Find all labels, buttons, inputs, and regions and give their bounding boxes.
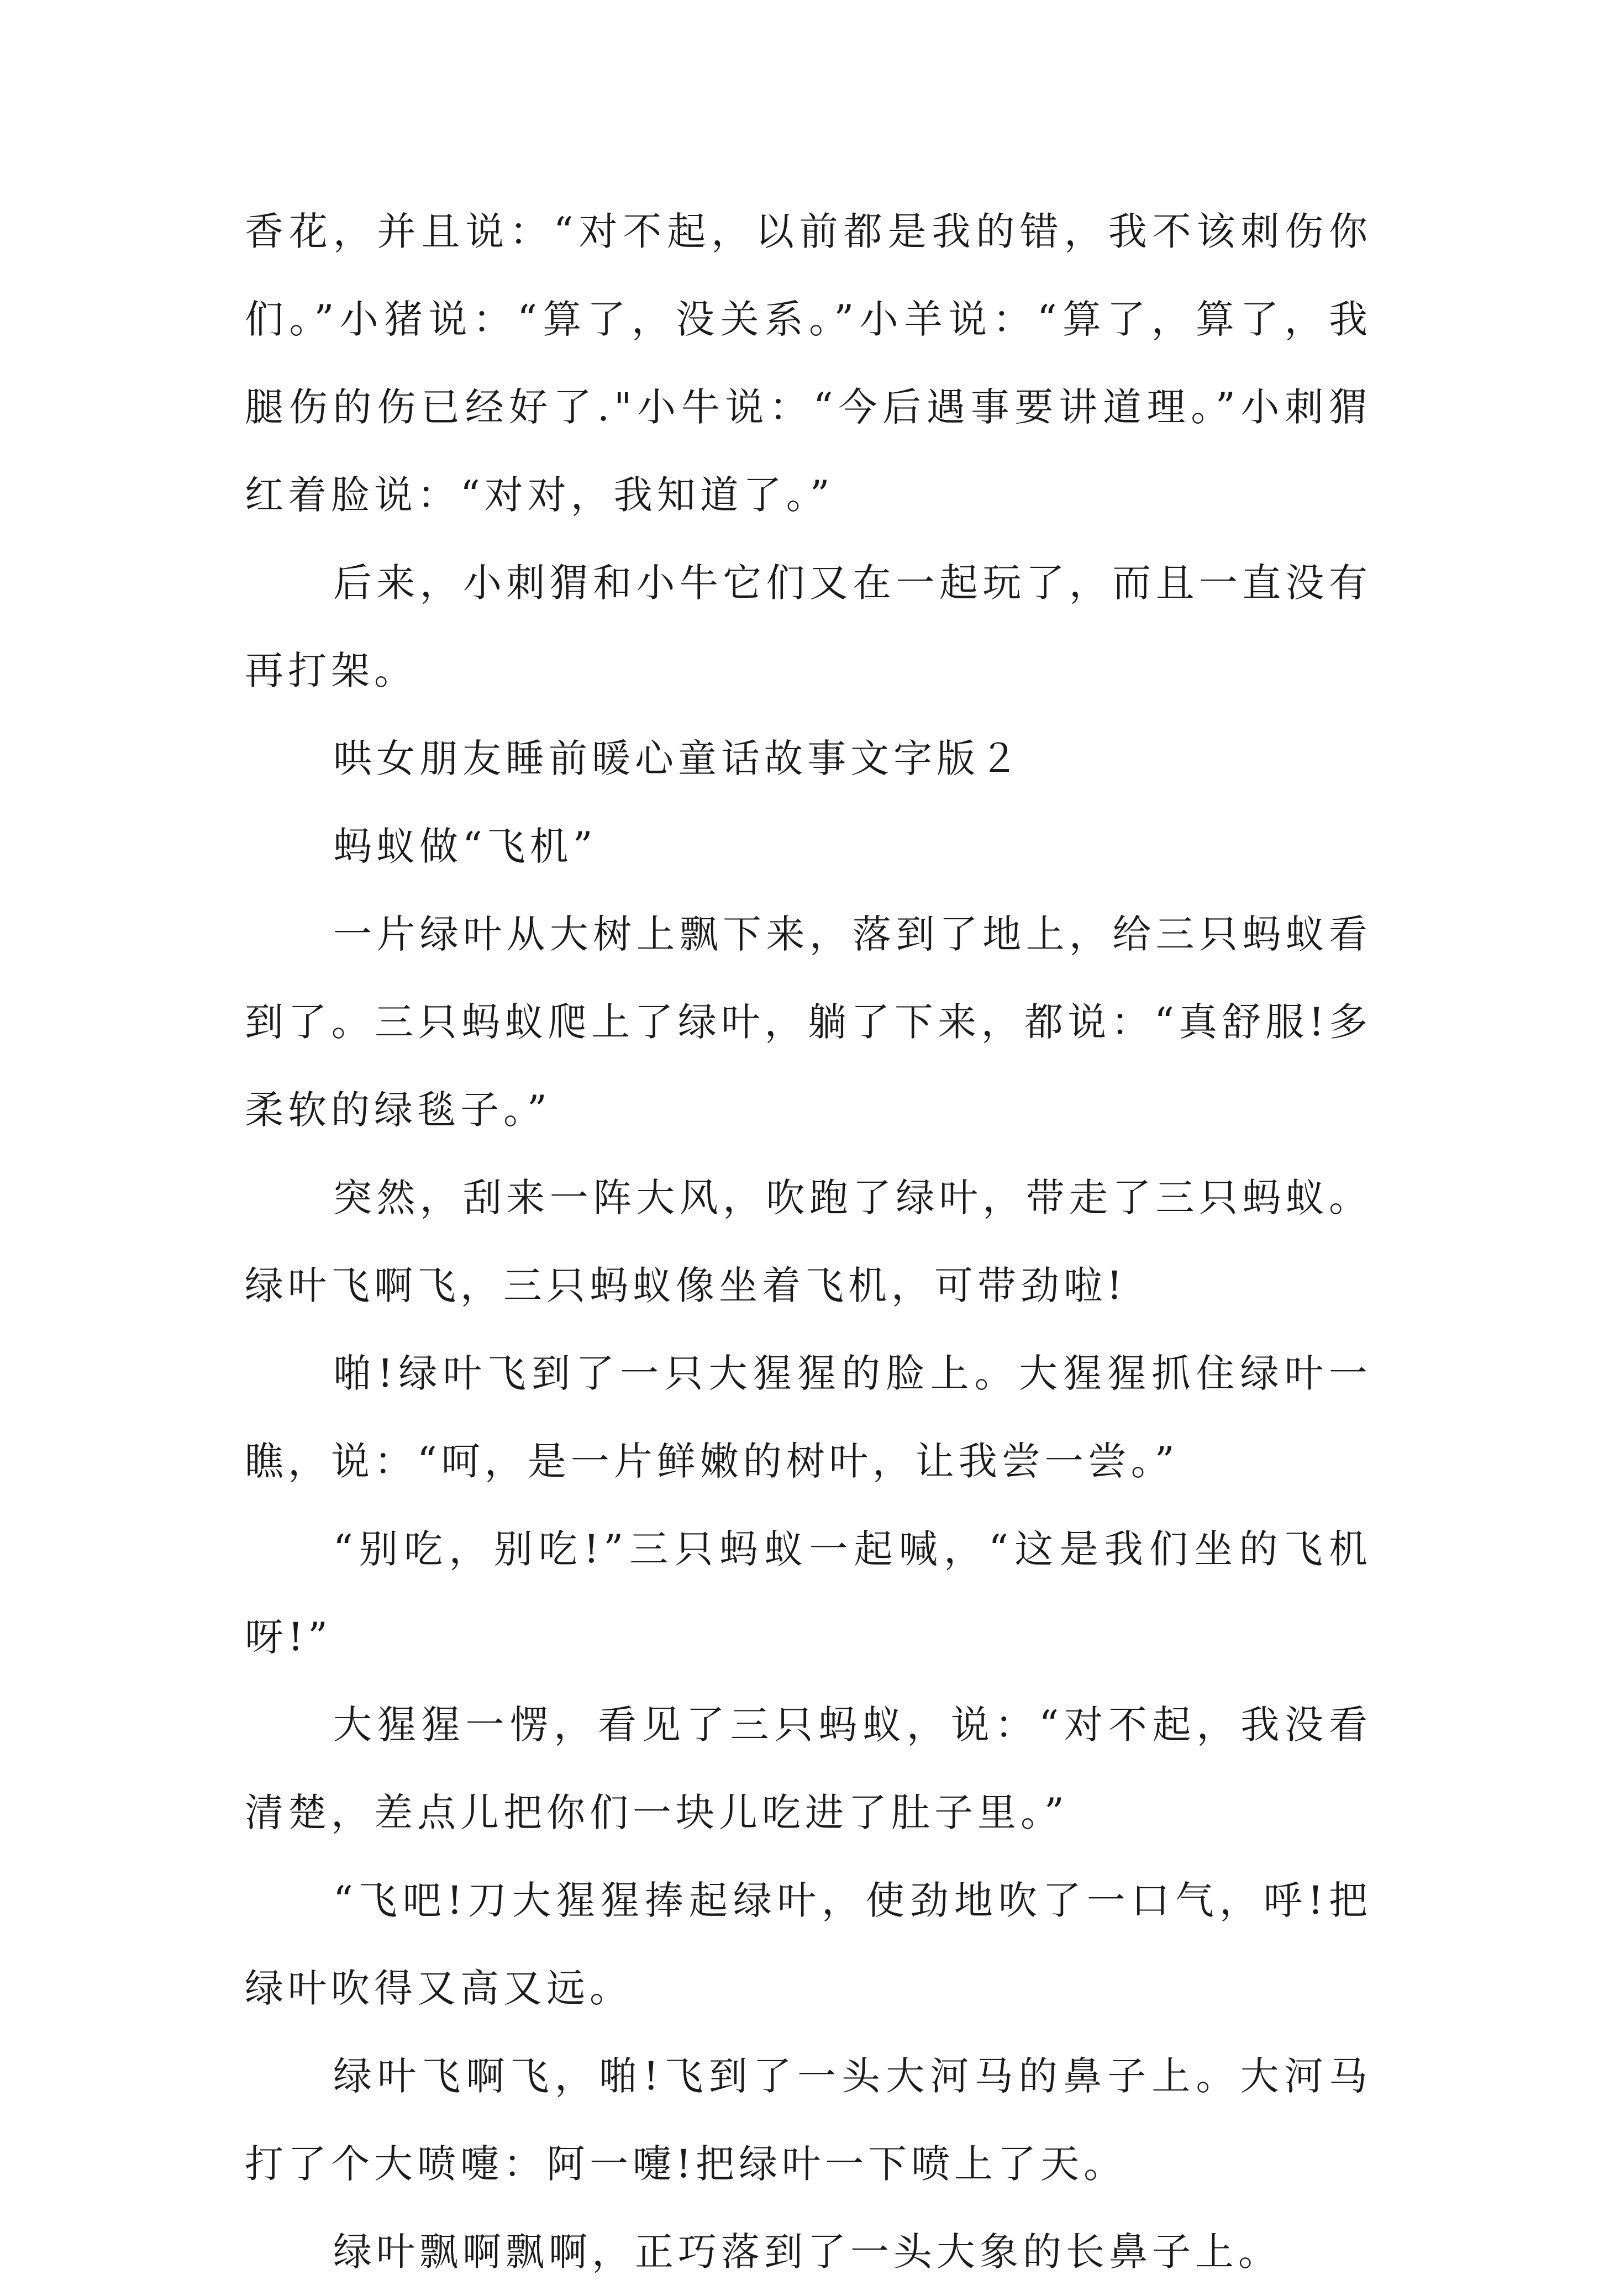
text-line: 红着脸说：“对对，我知道了。” (245, 472, 834, 518)
text-line: 蚂蚁做“飞机” (333, 824, 597, 869)
text-line: 清楚，差点儿把你们一块儿吃进了肚子里。” (245, 1790, 1069, 1835)
text-line: 香花，并且说：“对不起，以前都是我的错，我不该刺伤你 (245, 209, 1372, 254)
text-line: 一片绿叶从大树上飘下来，落到了地上，给三只蚂蚁看 (333, 912, 1372, 957)
text-line: 绿叶飞啊飞，三只蚂蚁像坐着飞机，可带劲啦! (245, 1263, 1127, 1308)
text-line: “飞吧!刀大猩猩捧起绿叶，使劲地吹了一口气，呼!把 (333, 1878, 1372, 1923)
text-line: 们。”小猪说：“算了，没关系。”小羊说：“算了，算了，我 (245, 297, 1372, 342)
text-line: 瞧，说：“呵，是一片鲜嫩的树叶，让我尝一尝。” (245, 1439, 1179, 1484)
text-line: 大猩猩一愣，看见了三只蚂蚁，说：“对不起，我没看 (333, 1702, 1372, 1747)
text-line: 突然，刮来一阵大风，吹跑了绿叶，带走了三只蚂蚁。 (333, 1175, 1372, 1220)
text-line: 呀!” (245, 1614, 332, 1660)
text-line: “别吃，别吃!”三只蚂蚁一起喊，“这是我们坐的飞机 (333, 1526, 1372, 1572)
text-line: 绿叶飞啊飞，啪!飞到了一头大河马的鼻子上。大河马 (333, 2053, 1372, 2099)
text-line: 啪!绿叶飞到了一只大猩猩的脸上。大猩猩抓住绿叶一 (333, 1351, 1372, 1396)
text-line: 绿叶吹得又高又远。 (245, 1966, 633, 2011)
text-line: 绿叶飘啊飘啊，正巧落到了一头大象的长鼻子上。 (333, 2229, 1281, 2274)
text-line: 腿伤的伤已经好了."小牛说：“今后遇事要讲道理。”小刺猬 (245, 385, 1372, 430)
text-line: 后来，小刺猬和小牛它们又在一起玩了，而且一直没有 (333, 560, 1372, 605)
text-line: 到了。三只蚂蚁爬上了绿叶，躺了下来，都说：“真舒服!多 (245, 999, 1372, 1045)
document-body (245, 188, 1372, 2296)
text-line: 再打架。 (245, 648, 417, 693)
text-line: 打了个大喷嚏：阿一嚏!把绿叶一下喷上了天。 (245, 2141, 1127, 2187)
text-line: 哄女朋友睡前暖心童话故事文字版２ (333, 736, 1023, 781)
text-line: 柔软的绿毯子。” (245, 1087, 551, 1133)
